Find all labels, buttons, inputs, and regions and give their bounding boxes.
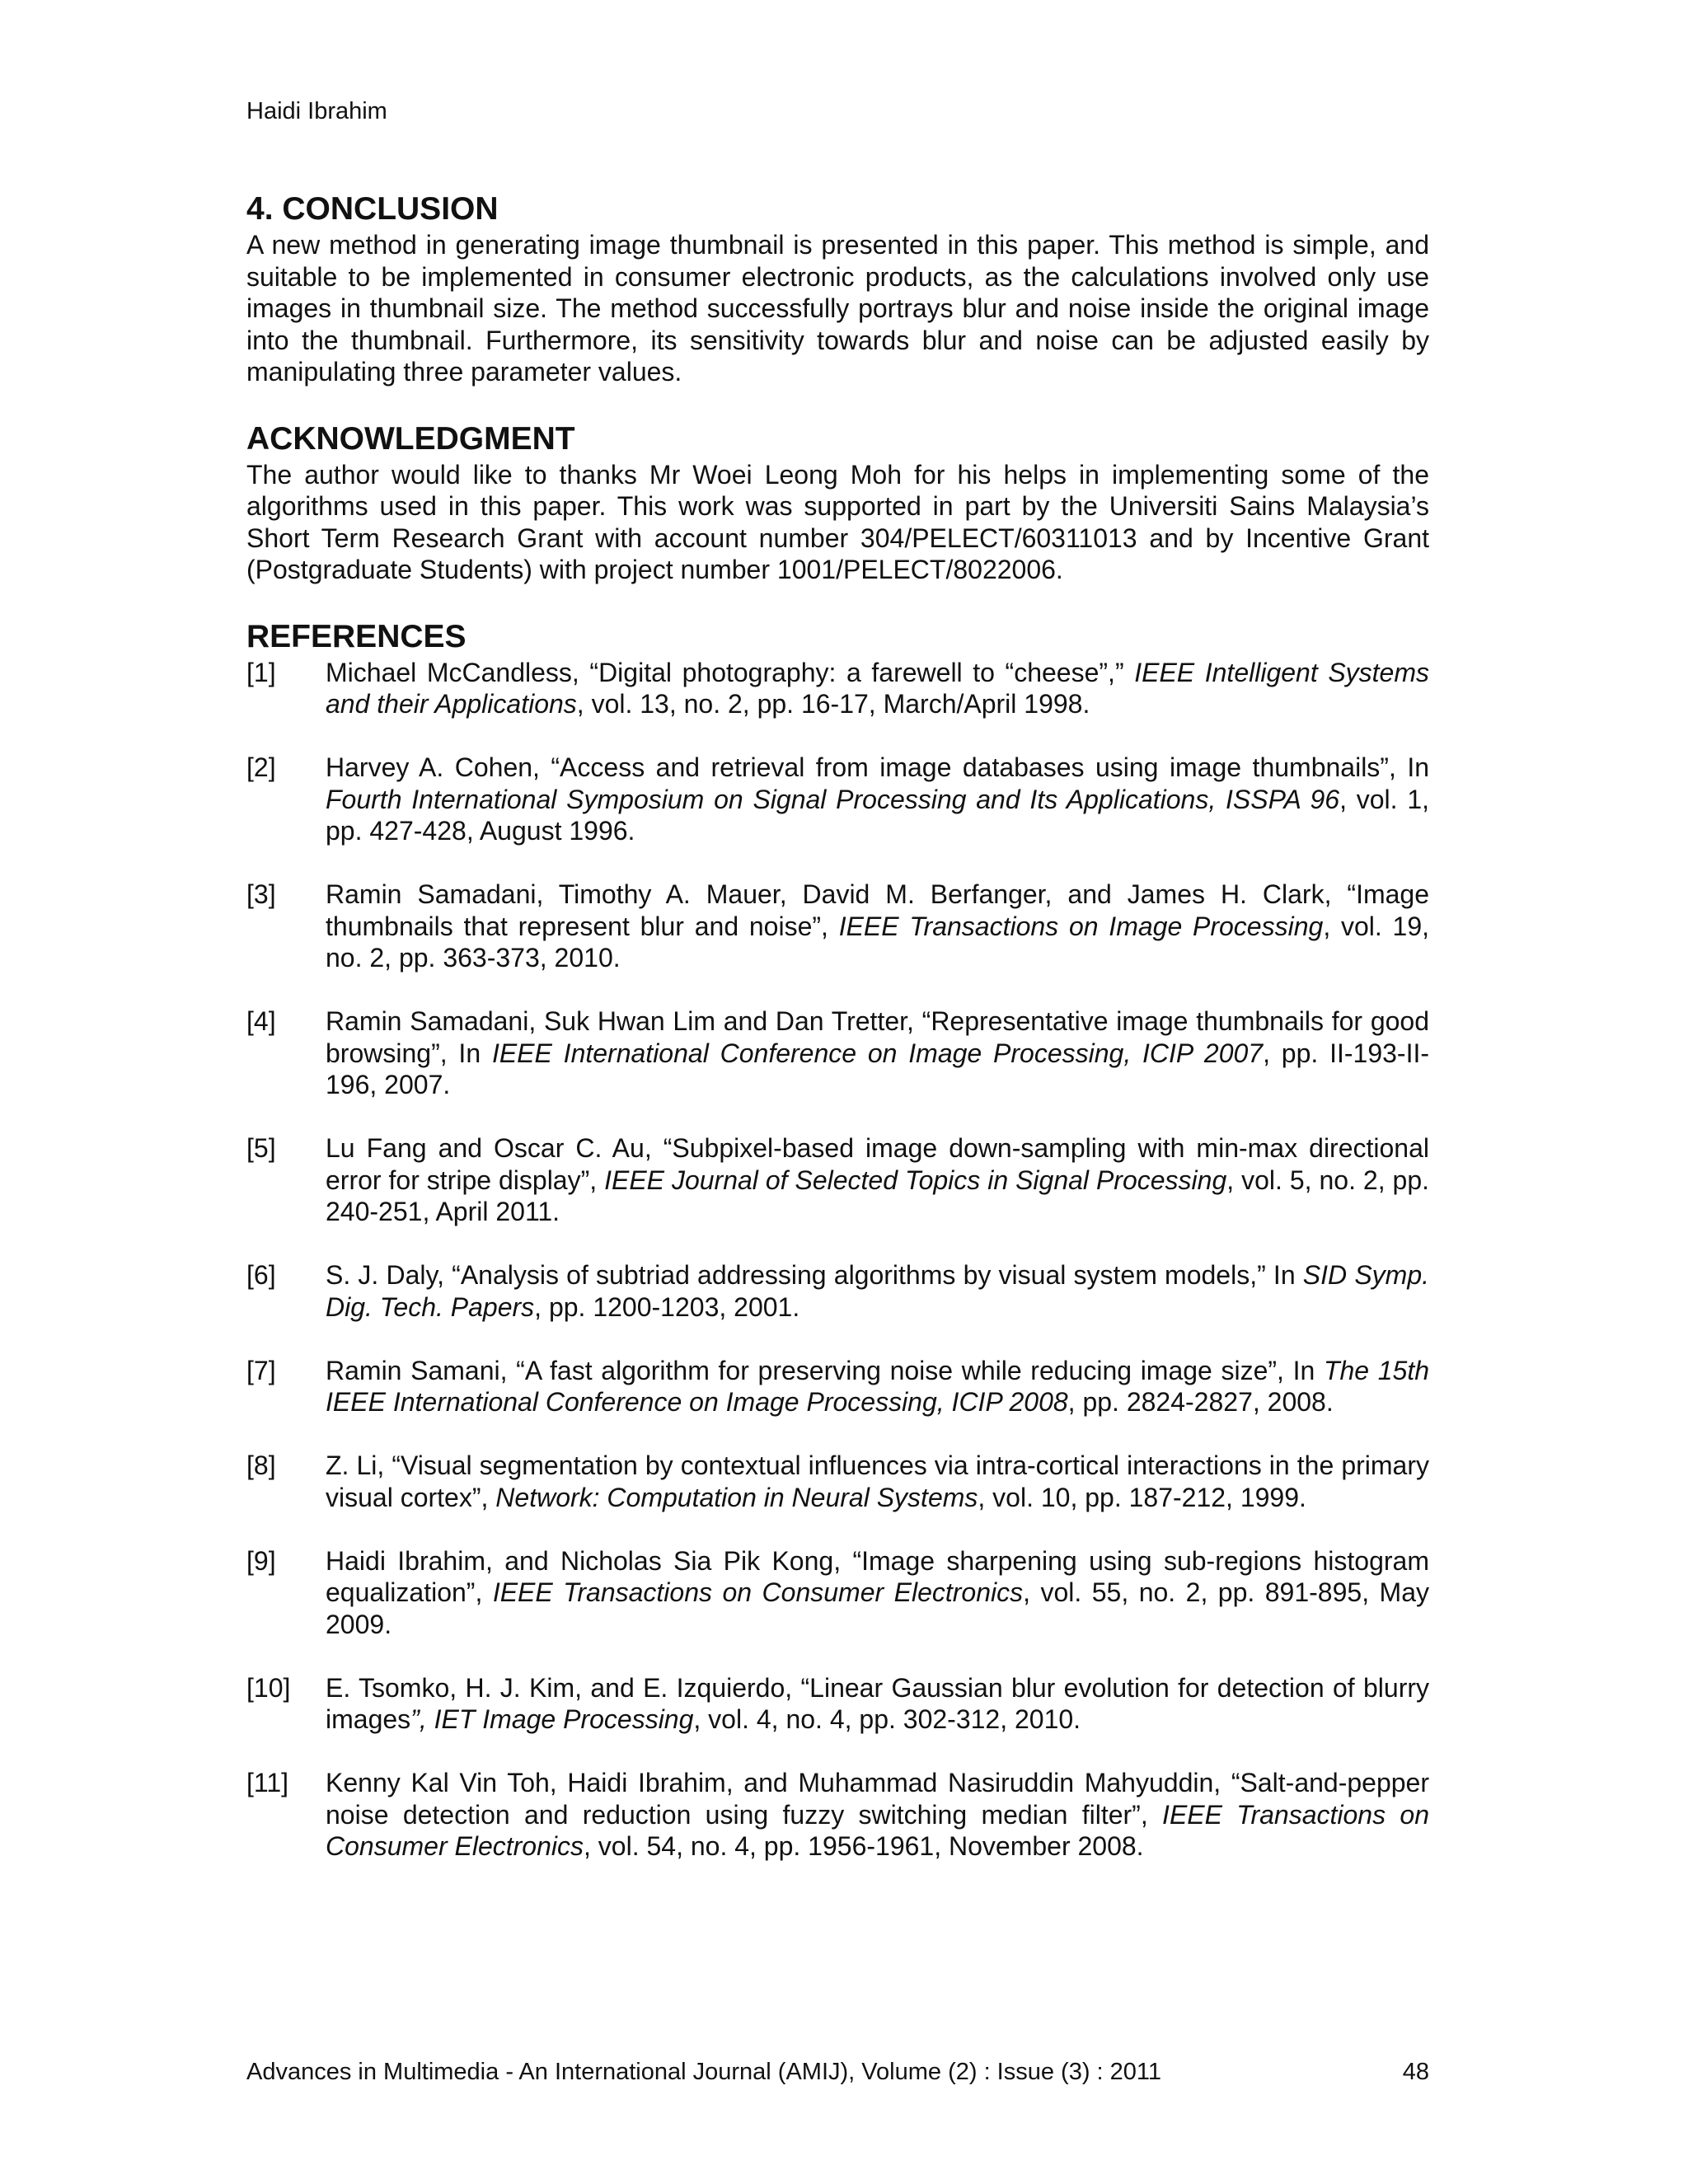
reference-authors-title: Lu Fang and Oscar C. Au, “Subpixel-based image down-sampling with min-max directional error for stripe display”,: [326, 1133, 1429, 1195]
reference-number: [11]: [246, 1768, 288, 1797]
reference-details: , vol. 1, pp. 427-428, August 1996.: [326, 784, 1430, 846]
reference-number: [4]: [246, 1006, 276, 1036]
reference-details: , pp. 2824-2827, 2008.: [1067, 1387, 1334, 1417]
reference-number: [6]: [246, 1260, 276, 1290]
reference-item-3: [246, 879, 1429, 974]
reference-venue: Fourth International Symposium on Signal Processing and Its Applications, ISSPA 96: [326, 784, 1340, 814]
reference-venue: SID Symp. Dig. Tech. Papers: [326, 1260, 1430, 1322]
references-section: [246, 617, 1429, 1863]
main-content: [246, 190, 1429, 1863]
reference-item-7: [246, 1355, 1429, 1418]
section-spacer: [246, 388, 1429, 419]
reference-item-11: [246, 1767, 1429, 1863]
footer-journal-citation: Advances in Multimedia - An International Journal (AMIJ), Volume (2) : Issue (3) : 2011: [246, 2059, 1162, 2085]
reference-authors-title: Z. Li, “Visual segmentation by contextual influences via intra-cortical interactions in the primary visual cortex”,: [326, 1451, 1429, 1512]
conclusion-paragraph: A new method in generating image thumbnail is presented in this paper. This method is simple, and suitable to be implemented in consumer electronic products, as the calculations involved only use images in thumbnail size. The method successfully portrays blur and noise inside the original image into the thumbnail. Furthermore, its sensitivity towards blur and noise can be adjusted easily by manipulating three parameter values.: [246, 230, 1429, 387]
reference-text: [326, 1673, 1429, 1735]
reference-venue: IEEE Transactions on Consumer Electronics: [326, 1799, 1430, 1861]
conclusion-heading: 4. CONCLUSION: [246, 191, 499, 227]
acknowledgment-heading: ACKNOWLEDGMENT: [246, 420, 575, 457]
reference-venue: IEEE Intelligent Systems and their Applications: [326, 657, 1430, 719]
reference-item-9: [246, 1545, 1429, 1641]
reference-number: [2]: [246, 752, 276, 782]
reference-text: [326, 752, 1429, 846]
acknowledgment-paragraph: The author would like to thanks Mr Woei Leong Moh for his helps in implementing some of the algorithms used in this paper. This work was supported in part by the Universiti Sains Malaysia’s Short Term Research Grant with account number 304/PELECT/60311013 and by Incentive Grant (Postgraduate Students) with project number 1001/PELECT/8022006.: [246, 459, 1429, 584]
reference-text: [326, 1260, 1429, 1322]
reference-list: [246, 657, 1429, 1863]
reference-text: [326, 1133, 1429, 1226]
reference-text: [326, 1768, 1429, 1861]
reference-details: , pp. II-193-II-196, 2007.: [326, 1038, 1430, 1099]
reference-authors-title: E. Tsomko, H. J. Kim, and E. Izquierdo, “Linear Gaussian blur evolution for detection of blurry images: [326, 1672, 1429, 1734]
reference-authors-title: Ramin Samani, “A fast algorithm for preserving noise while reducing image size”, In: [326, 1355, 1324, 1385]
page-number: 48: [1402, 2059, 1429, 2085]
reference-number: [9]: [246, 1545, 276, 1576]
reference-details: , vol. 13, no. 2, pp. 16-17, March/April 1998.: [576, 689, 1090, 719]
reference-details: , vol. 5, no. 2, pp. 240-251, April 2011.: [326, 1165, 1430, 1226]
reference-authors-title: S. J. Daly, “Analysis of subtriad addressing algorithms by visual system models,” In: [326, 1260, 1303, 1290]
conclusion-section: [246, 190, 1429, 388]
reference-number: [3]: [246, 879, 276, 909]
reference-details: , vol. 10, pp. 187-212, 1999.: [978, 1482, 1306, 1512]
reference-item-2: [246, 752, 1429, 847]
reference-number: [1]: [246, 657, 276, 687]
reference-details: , vol. 19, no. 2, pp. 363-373, 2010.: [326, 911, 1430, 972]
running-head-author: Haidi Ibrahim: [246, 98, 387, 124]
reference-item-5: [246, 1132, 1429, 1228]
reference-item-8: [246, 1450, 1429, 1513]
reference-text: [326, 1356, 1429, 1418]
reference-venue: IEEE Transactions on Consumer Electronics: [492, 1577, 1024, 1607]
reference-authors-title: Ramin Samadani, Timothy A. Mauer, David M. Berfanger, and James H. Clark, “Image thumbnails that represent blur and noise”,: [326, 879, 1429, 941]
acknowledgment-section: [246, 419, 1429, 586]
reference-venue: ”, IET Image Processing: [410, 1704, 694, 1734]
reference-item-4: [246, 1005, 1429, 1101]
reference-number: [10]: [246, 1672, 291, 1703]
reference-text: [326, 658, 1429, 719]
reference-item-6: [246, 1259, 1429, 1323]
reference-text: [326, 1006, 1429, 1099]
reference-text: [326, 879, 1429, 972]
reference-venue: IEEE International Conference on Image Processing, ICIP 2007: [491, 1038, 1264, 1068]
reference-number: [7]: [246, 1355, 276, 1385]
reference-number: [8]: [246, 1451, 276, 1480]
reference-details: , vol. 54, no. 4, pp. 1956-1961, November 2008.: [584, 1831, 1144, 1861]
section-spacer: [246, 586, 1429, 617]
reference-authors-title: Haidi Ibrahim, and Nicholas Sia Pik Kong, “Image sharpening using sub-regions histogram equalization”,: [326, 1545, 1429, 1607]
reference-venue: IEEE Journal of Selected Topics in Signal Processing: [604, 1165, 1227, 1195]
reference-venue: Network: Computation in Neural Systems: [495, 1482, 978, 1512]
reference-authors-title: Kenny Kal Vin Toh, Haidi Ibrahim, and Muhammad Nasiruddin Mahyuddin, “Salt-and-pepper noise detection and reduction using fuzzy switching median filter”,: [326, 1768, 1429, 1830]
reference-venue: IEEE Transactions on Image Processing: [838, 911, 1324, 941]
reference-authors-title: Michael McCandless, “Digital photography: a farewell to “cheese”,”: [326, 657, 1135, 687]
reference-authors-title: Ramin Samadani, Suk Hwan Lim and Dan Tretter, “Representative image thumbnails for good browsing”, In: [326, 1006, 1429, 1068]
reference-item-1: [246, 657, 1429, 720]
reference-details: , vol. 55, no. 2, pp. 891-895, May 2009.: [326, 1577, 1430, 1639]
reference-details: , vol. 4, no. 4, pp. 302-312, 2010.: [693, 1704, 1081, 1734]
reference-number: [5]: [246, 1133, 276, 1163]
reference-details: , pp. 1200-1203, 2001.: [534, 1291, 800, 1322]
reference-text: [326, 1451, 1429, 1512]
reference-text: [326, 1546, 1429, 1639]
reference-venue: The 15th IEEE International Conference on Image Processing, ICIP 2008: [326, 1355, 1430, 1417]
reference-authors-title: Harvey A. Cohen, “Access and retrieval from image databases using image thumbnails”, In: [326, 752, 1429, 782]
reference-item-10: [246, 1672, 1429, 1736]
references-heading: REFERENCES: [246, 618, 467, 654]
